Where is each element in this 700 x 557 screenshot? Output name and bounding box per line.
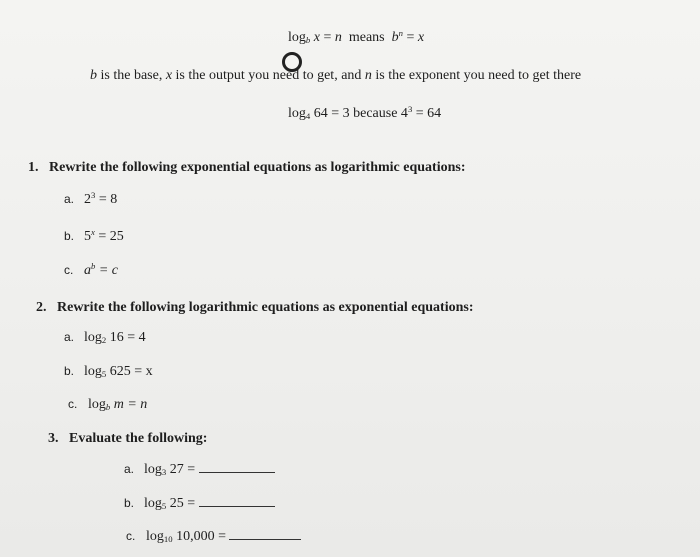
q1-b-exp: x: [91, 227, 95, 237]
q2-c-rest: m = n: [110, 397, 148, 412]
q1-b-base: 5: [84, 228, 91, 244]
question-3: [48, 431, 207, 447]
q2-c-log: log: [88, 397, 106, 412]
def-means: means: [348, 29, 385, 45]
expl-part2: is the output you need to get, and: [172, 68, 365, 83]
ex-base: 4: [305, 110, 311, 121]
q2-item-a-label: a.: [64, 330, 75, 344]
q1-c-base: a: [84, 262, 91, 278]
q2-item-c-label: c.: [68, 397, 78, 411]
q2-b-log: log: [84, 364, 102, 379]
q2-a-log: log: [84, 330, 102, 345]
q3-a-rest: 27 =: [166, 462, 196, 477]
q1-item-c-label: c.: [64, 262, 74, 277]
q3-b-base: 5: [161, 501, 167, 512]
expl-x: x: [165, 68, 173, 83]
question-2: [36, 300, 474, 316]
q3-prompt: Evaluate the following:: [69, 431, 208, 446]
ex-result: = 64: [412, 105, 442, 121]
q3-c-log: log: [146, 529, 164, 544]
q1-a-base: 2: [84, 191, 91, 207]
def-x: x: [313, 29, 320, 45]
q2-item-b: [64, 364, 153, 380]
definition-line: [288, 28, 424, 46]
q2-item-c: [68, 397, 147, 413]
q2-b-rest: 625 = x: [106, 364, 153, 379]
def-log: log: [288, 29, 306, 45]
expl-part1: is the base,: [97, 68, 166, 83]
def-n2: n: [398, 28, 403, 38]
q1-prompt: Rewrite the following exponential equations as logarithmic equations:: [49, 160, 466, 175]
q3-a-log: log: [144, 462, 162, 477]
q3-item-c-label: c.: [126, 529, 136, 543]
expl-n: n: [364, 68, 372, 83]
q3-item-a-label: a.: [124, 462, 135, 476]
ex-arg: 64 = 3 because 4: [310, 105, 408, 121]
q1-c-exp: b: [91, 261, 96, 271]
ex-exp: 3: [407, 104, 413, 114]
q3-c-rest: 10,000 =: [172, 529, 226, 544]
q1-a-rest: = 8: [95, 191, 118, 207]
def-eq2: =: [406, 29, 415, 45]
q2-prompt: Rewrite the following logarithmic equations as exponential equations:: [57, 300, 474, 315]
def-eq: =: [323, 29, 332, 45]
q3-b-rest: 25 =: [166, 496, 196, 511]
expl-part3: is the exponent you need to get there: [371, 68, 582, 83]
q3-a-base: 3: [161, 467, 167, 478]
q2-item-b-label: b.: [64, 364, 75, 378]
def-n: n: [334, 29, 342, 45]
q3-a-answer-blank[interactable]: [199, 460, 275, 473]
q2-b-base: 5: [101, 369, 107, 380]
q1-c-rest: = c: [95, 262, 119, 278]
q3-number: 3.: [48, 431, 59, 446]
q3-item-b: [124, 494, 275, 512]
q1-item-a-label: a.: [64, 191, 75, 206]
q2-c-base: b: [105, 402, 111, 413]
q3-b-answer-blank[interactable]: [199, 494, 275, 507]
q3-item-b-label: b.: [124, 496, 135, 510]
q3-b-log: log: [144, 496, 162, 511]
q2-a-base: 2: [101, 335, 107, 346]
ex-log: log: [288, 105, 306, 121]
q3-c-answer-blank[interactable]: [229, 527, 301, 540]
q1-a-exp: 3: [91, 190, 96, 200]
def-b2: b: [391, 29, 399, 45]
q1-item-b-label: b.: [64, 228, 75, 243]
q3-item-c: [126, 527, 301, 545]
q1-b-rest: = 25: [94, 228, 124, 244]
q1-item-b: [64, 227, 124, 245]
example-line: [288, 104, 441, 122]
expl-b: b: [90, 68, 97, 83]
q2-item-a: [64, 330, 146, 346]
q1-item-c: [64, 261, 118, 279]
question-1: [28, 160, 466, 176]
q3-c-base: 10: [163, 534, 173, 545]
q1-item-a: [64, 190, 117, 208]
q3-item-a: [124, 460, 275, 478]
explanation-line: [90, 68, 581, 84]
def-base: b: [305, 34, 311, 45]
q2-number: 2.: [36, 300, 47, 315]
q2-a-rest: 16 = 4: [106, 330, 146, 345]
q1-number: 1.: [28, 160, 39, 175]
def-x2: x: [417, 29, 425, 45]
